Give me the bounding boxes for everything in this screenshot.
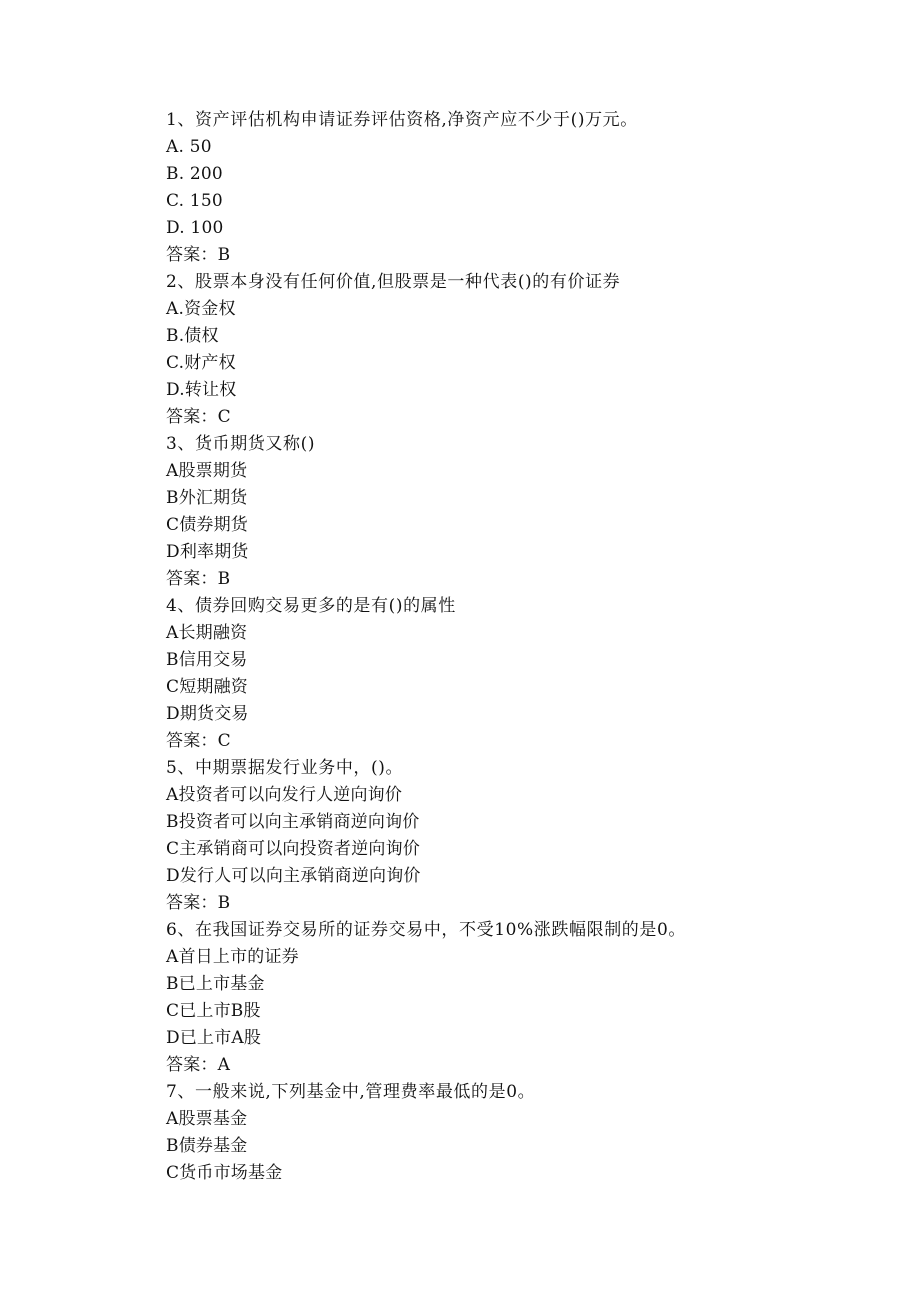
question-5-answer: 答案：B — [166, 893, 231, 913]
question-4-option-a: A长期融资 — [166, 623, 248, 643]
question-1-answer: 答案：B — [166, 245, 231, 265]
question-4-option-c: C短期融资 — [166, 677, 249, 697]
question-7-option-c: C货币市场基金 — [166, 1163, 283, 1183]
question-3-option-a: A股票期货 — [166, 461, 248, 481]
question-6-option-c: C已上市B股 — [166, 1001, 261, 1021]
question-5-option-d: D发行人可以向主承销商逆向询价 — [166, 866, 421, 886]
question-6-option-b: B已上市基金 — [166, 974, 265, 994]
question-2-answer: 答案：C — [166, 407, 231, 427]
question-list — [166, 107, 866, 1187]
question-3-text: 3、货币期货又称() — [166, 434, 316, 454]
question-5-option-a: A投资者可以向发行人逆向询价 — [166, 785, 403, 805]
question-6-text: 6、在我国证券交易所的证券交易中，不受10%涨跌幅限制的是0。 — [166, 920, 687, 940]
question-2-option-d: D.转让权 — [166, 380, 237, 400]
question-2-text: 2、股票本身没有任何价值,但股票是一种代表()的有价证券 — [166, 272, 621, 292]
question-4-text: 4、债券回购交易更多的是有()的属性 — [166, 596, 456, 616]
question-2-option-b: B.债权 — [166, 326, 219, 346]
question-6-option-d: D已上市A股 — [166, 1028, 262, 1048]
question-7-option-b: B债券基金 — [166, 1136, 248, 1156]
question-6-option-a: A首日上市的证券 — [166, 947, 299, 967]
question-3-option-d: D利率期货 — [166, 542, 249, 562]
question-1-option-a: A. 50 — [166, 137, 212, 157]
question-1-text: 1、资产评估机构申请证券评估资格,净资产应不少于()万元。 — [166, 110, 638, 130]
question-1-option-c: C. 150 — [166, 191, 223, 211]
question-5-text: 5、中期票据发行业务中，()。 — [166, 758, 404, 778]
question-3-option-b: B外汇期货 — [166, 488, 248, 508]
question-3-option-c: C债券期货 — [166, 515, 249, 535]
question-4-option-b: B信用交易 — [166, 650, 248, 670]
question-2-option-c: C.财产权 — [166, 353, 236, 373]
question-5-option-b: B投资者可以向主承销商逆向询价 — [166, 812, 420, 832]
question-1-option-b: B. 200 — [166, 164, 223, 184]
question-1-option-d: D. 100 — [166, 218, 224, 238]
question-3-answer: 答案：B — [166, 569, 231, 589]
question-4-answer: 答案：C — [166, 731, 231, 751]
question-2-option-a: A.资金权 — [166, 299, 236, 319]
question-4-option-d: D期货交易 — [166, 704, 249, 724]
question-5-option-c: C主承销商可以向投资者逆向询价 — [166, 839, 421, 859]
question-7-text: 7、一般来说,下列基金中,管理费率最低的是0。 — [166, 1082, 536, 1102]
question-6-answer: 答案：A — [166, 1055, 231, 1075]
question-7-option-a: A股票基金 — [166, 1109, 248, 1129]
